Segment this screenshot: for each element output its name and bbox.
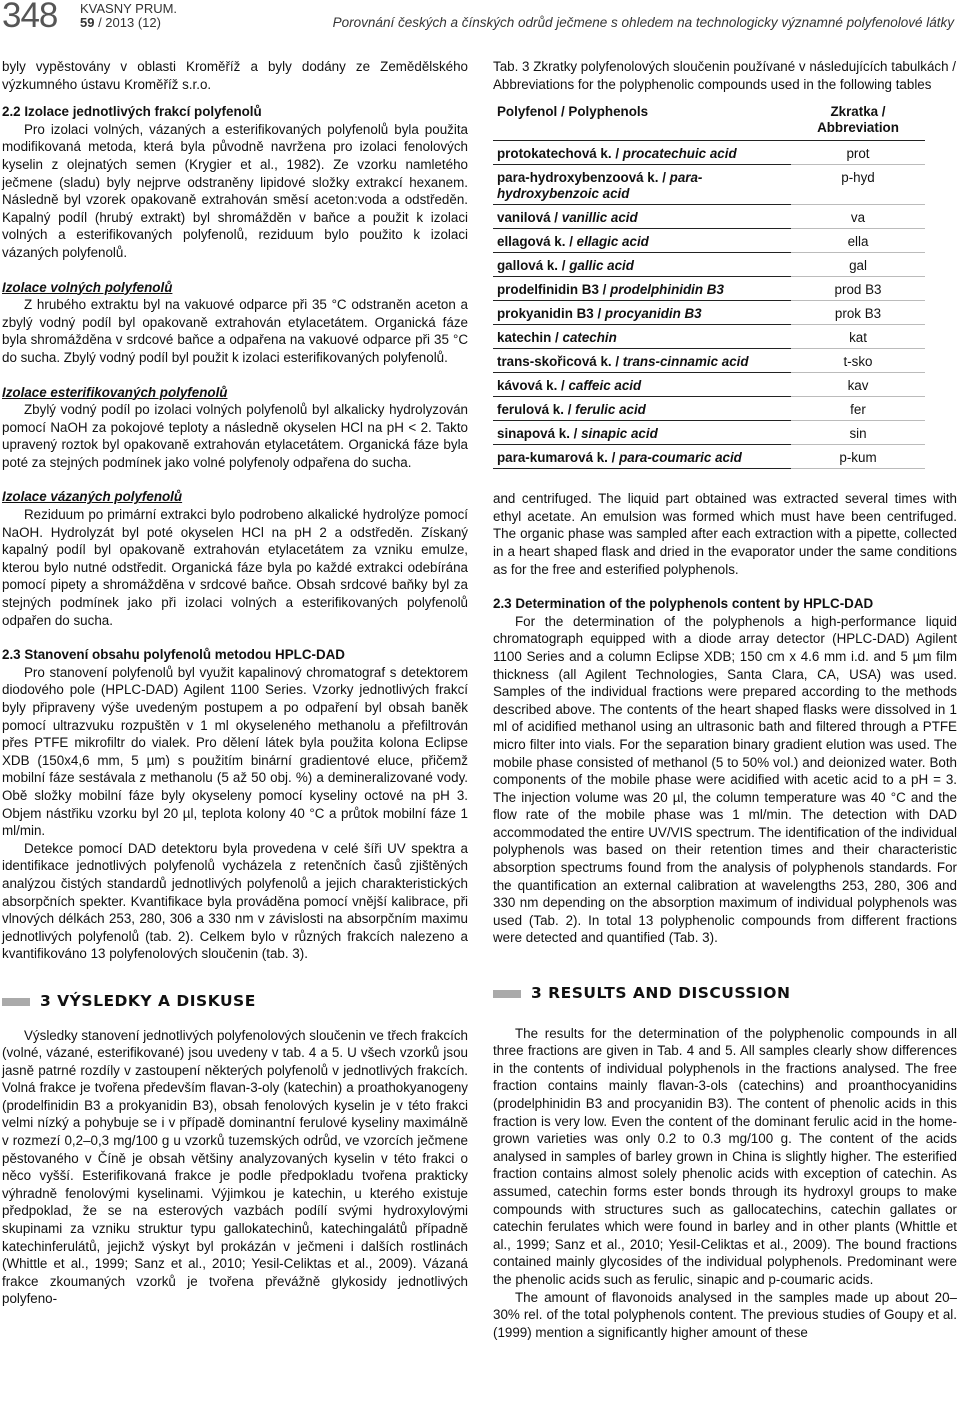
page-number: 348 [2,0,58,35]
compound-name-cell: sinapová k. / sinapic acid [493,424,791,445]
compound-name-cell: trans-skořicová k. / trans-cinnamic acid [493,352,791,373]
section-2-3-paragraph-1: Pro stanovení polyfenolů byl využit kapalinový chromatograf s detektorem diodového pole (HPLC-DAD) Agilent 1100 Series. Vzorky jednotlivých frakcí byly připraveny výše uvedeným postupem a po odpaření byl obsah baněk pomocí ultrazvuku rozpuštěn v 1 ml okyseleného methanolu a přefiltrován přes PTFE mikrofiltr do vialek. Pro dělení látek byla použita kolona Eclipse XDB (150x4,6 mm, 5 µm) s použitím binární gradientové eluce, přičemž mobilní fáze sestávala z methanolu (5 až 50 obj. %) a demineralizované vody. Obě složky mobilní fáze byly okyseleny pomocí kyseliny octové na pH 3. Objem nástřiku vzorku byl 20 µl, teplota kolony 40 °C a průtok mobilní fáze 1 ml/min. [2,664,468,839]
abbreviation-cell: prok B3 [791,304,925,325]
table-row [493,400,925,421]
abbreviation-cell: kat [791,328,925,349]
compound-name-cell: prodelfinidin B3 / prodelphinidin B3 [493,280,791,301]
compound-name-cell: prokyanidin B3 / procyanidin B3 [493,304,791,325]
compound-name-cell: para-kumarová k. / para-coumaric acid [493,448,791,469]
table-row [493,448,925,469]
compound-name-cell: ferulová k. / ferulic acid [493,400,791,421]
table-header-row [493,102,925,141]
table-row [493,208,925,229]
intro-paragraph: byly vypěstovány v oblasti Kroměříž a byly dodány ze Zemědělského výzkumného ústavu Kroměříž s.r.o. [2,59,468,92]
section-2-2-heading: 2.2 Izolace jednotlivých frakcí polyfenolů [2,104,262,120]
abbreviation-cell: ella [791,232,925,253]
table-row [493,168,925,205]
table-row [493,328,925,349]
section-3-paragraph-en-2: The amount of flavonoids analysed in the samples made up about 20–30% rel. of the total polyphenols content. The previous studies of Goupy et al. (1999) mention a significantly higher amount of these [493,1289,957,1340]
continued-paragraph: and centrifuged. The liquid part obtained was extracted several times with ethyl acetate. An emulsion was formed which must have been centrifuged. The organic phase was sampled after each extraction with a pipette, collected in a heart shaped flask and dried in the evaporator under the same conditions as for the free and esterified polyphenols. [493,491,957,577]
compound-name-cell: katechin / catechin [493,328,791,349]
table-row [493,424,925,445]
abbreviation-cell: fer [791,400,925,421]
article-running-title: Porovnání českých a čínských odrůd ječmene s ohledem na technologicky významné polyfenolové látky [332,15,954,30]
table-row [493,376,925,397]
section-3-paragraph: Výsledky stanovení jednotlivých polyfenolových sloučenin ve třech frakcích (volné, vázané, esterifikované) jsou uvedeny v tab. 4 a 5. U všech vzorků jsou jasně patrné rozdíly v zastoupení některých polyfenolů v jednotlivých frakcích. Volná frakce je tvořena především flavan-3-oly (katechin) a proathokyanogeny (prodelfinidin B3 a prokyanidin B3), obsah fenolových kyselin je v této frakci velmi nízký a pohybuje se i v případě dominantní ferulové kyseliny maximálně v rozmezí 0,2–0,3 mg/100 g u vzorků tuzemských odrůd, ve vzorcích ječmene pěstovaného v Číně je obsah většiny analyzovaných kyselin v této frakci o něco vyšší. Esterifikovaná frakce je podle předpokladu tvořena prakticky výhradně fenolovými kyselinami. Výjimkou je katechin, u kterého existuje předpoklad, že se na esterových vazbách podílí svými hydroxylovými skupinami za vzniku struktur typu gallokatechinů, katechingalátů případně katechinferulátů, jejichž výskyt byl prokázán v ječmeni i dalších rostlinách (Whittle et al., 1999; Sanz et al., 2010; Yesil-Celiktas et al., 2009). Vázaná frakce zkoumaných vzorků je tvořena převážně glykosidy jednotlivých polyfeno- [2,1027,468,1307]
abbreviation-cell: p-hyd [791,168,925,205]
table-row [493,232,925,253]
table-header-polyphenol: Polyfenol / Polyphenols [493,102,791,141]
abbreviation-cell: va [791,208,925,229]
section-marker [493,990,521,998]
table-row [493,304,925,325]
table-caption: Tab. 3 Zkratky polyfenolových sloučenin používané v následujících tabulkách / Abbreviations for the polyphenolic compounds used in the following tables [493,59,956,92]
bound-polyphenols-heading: Izolace vázaných polyfenolů [2,489,183,505]
section-2-3-heading: 2.3 Stanovení obsahu polyfenolů metodou HPLC-DAD [2,647,345,663]
left-column [2,58,468,1308]
section-3-paragraph-en-1: The results for the determination of the polyphenolic compounds in all three fractions are given in Tab. 4 and 5. All samples clearly show differences in the contents of individual polyphenols in the fractions analysed. The free fraction contains mainly flavan-3-ols (catechins) and proanthocyanidins (prodelphinidin B3 and procyanidin B3). The content of phenolic acids in this fraction is very low. Even the content of the dominant ferulic acid in the home-grown varieties was only 0.2 to 0.3 mg/100 g. The content of the acids analysed in samples of barley grown in China is slightly higher. The esterified fraction contains almost solely phenolic acids with exception of catechin. As assumed, catechin forms ester bonds through its hydroxyl groups to make compounds with structures such as gallocatechins, catechin gallates or catechin ferulates which were found in barley and in other plants (Whittle et al., 1999; Sanz et al., 2010; Yesil-Celiktas et al., 2009). The bound fractions contained mainly glycosides of the individual polyphenols. Predominant were the phenolic acids such as ferulic, sinapic and p-coumaric acids. [493,1025,957,1287]
abbreviation-cell: prod B3 [791,280,925,301]
compound-name-cell: kávová k. / caffeic acid [493,376,791,397]
section-3-heading-en: 3 RESULTS AND DISCUSSION [493,985,957,1003]
esterified-polyphenols-heading: Izolace esterifikovaných polyfenolů [2,384,228,400]
abbreviations-table [493,99,925,472]
section-3-heading: 3 VÝSLEDKY A DISKUSE [2,993,468,1011]
journal-info [80,2,177,30]
free-polyphenols-paragraph: Z hrubého extraktu byl na vakuové odparce při 35 °C odstraněn aceton a zbylý vodný podíl byl opakovaně extrahován etylacetátem. Organická fáze byla shromážděna v srdcové baňce a odpařena na vakuové odparce při 35 °C do sucha. Zbylý vodný podíl byl použit k izolaci esterifikovaných polyfenolů. [2,297,468,365]
table-header-abbreviation: Zkratka / Abbreviation [791,102,925,141]
journal-issue: 59 / 2013 (12) [80,15,161,30]
abbreviation-cell: prot [791,144,925,165]
bound-polyphenols-paragraph: Reziduum po primární extrakci bylo podrobeno alkalické hydrolýze pomocí NaOH. Hydrolyzát byl poté okyselen HCl na pH 2 a odstředěn. Získaný kapalný podíl byl opakovaně extrahován etylacetátem za vzniku emulze, kterou bylo nutné odstředit. Organická fáze byla po každé extrakci odebírána pomocí pipety a shromážděna v srdcové baňce. Obsah srdcové baňky byl za stejných podmínek jako při izolaci volných a esterifikovaných polyfenolů odpařen do sucha. [2,507,468,628]
right-column [493,58,957,1341]
abbreviation-cell: t-sko [791,352,925,373]
section-marker [2,998,30,1006]
abbreviation-cell: gal [791,256,925,277]
abbreviation-cell: p-kum [791,448,925,469]
compound-name-cell: gallová k. / gallic acid [493,256,791,277]
journal-name: KVASNY PRUM. [80,1,178,16]
table-row [493,352,925,373]
page-header [0,0,960,40]
compound-name-cell: para-hydroxybenzoová k. / para-hydroxybenzoic acid [493,168,791,205]
section-2-3-heading-en: 2.3 Determination of the polyphenols content by HPLC-DAD [493,596,874,612]
abbreviation-cell: kav [791,376,925,397]
compound-name-cell: ellagová k. / ellagic acid [493,232,791,253]
table-row [493,280,925,301]
free-polyphenols-heading: Izolace volných polyfenolů [2,279,173,295]
abbreviation-cell: sin [791,424,925,445]
compound-name-cell: protokatechová k. / procatechuic acid [493,144,791,165]
section-2-2-paragraph: Pro izolaci volných, vázaných a esterifikovaných polyfenolů byla použita modifikovaná metoda, která byla původně navržena pro izolaci fenolových kyselin z olejnatých semen (Krygier et al., 1982). Ze vzorku namletého ječmene (sladu) byly nejprve odstraněny lipidové složky extrakcí hexanem. Následně byl vzorek opakovaně extrahován směsí aceton:voda a odstředěn. Kapalný podíl (hrubý extrakt) byl shromážděn v baňce a použit k izolaci volných a esterifikovaných polyfenolů, reziduum bylo použito k izolaci vázaných polyfenolů. [2,121,468,260]
table-row [493,144,925,165]
section-2-3-paragraph-2: Detekce pomocí DAD detektoru byla provedena v celé šíři UV spektra a identifikace jednotlivých polyfenolů vycházela z retenčních časů zjištěných analýzou čistých standardů jednotlivých polyfenolů a jejich charakteristických absorpčních spekter. Kvantifikace byla prováděna pomocí vnější kalibrace, při vlnových délkách 253, 280, 306 a 330 nm v závislosti na absorpčním maximu jednotlivých polyfenolů (tab. 2). Celkem bylo v různých frakcích nalezeno a kvantifikováno 13 polyfenolových sloučenin (tab. 3). [2,840,468,962]
table-row [493,256,925,277]
compound-name-cell: vanilová / vanillic acid [493,208,791,229]
esterified-polyphenols-paragraph: Zbylý vodný podíl po izolaci volných polyfenolů byl alkalicky hydrolyzován pomocí NaOH za pokojové teploty a následně okyselen HCl na pH < 2. Takto upravený roztok byl opakovaně extrahován etylacetátem. Organická fáze byla poté za stejných podmínek jako volné polyfenoly odpařena do sucha. [2,402,468,470]
section-2-3-paragraph-en: For the determination of the polyphenols a high-performance liquid chromatograph equipped with a diode array detector (HPLC-DAD) Agilent 1100 Series and a column Eclipse XDB; 150 cm x 4.6 mm i.d. and 5 µm film thickness (all Agilent Technologies, Santa Clara, CA, USA) was used. Samples of the individual fractions were prepared according to the methods described above. The contents of the heart shaped flasks were dissolved in 1 ml of acidified methanol using an ultrasonic bath and filtered through a PTFE micro filter into vials. For the separation binary gradient elution was used. The mobile phase consisted of methanol (5 to 50% vol.) and deionized water. Both components of the mobile phase were acidified with acetic acid to a pH = 3. The injection volume was 20 µl, the column temperature was 40 °C and the flow rate of the mobile phase was 1 ml/min. The detection with DAD accommodated the entire UV/VIS spectrum. The identification of the individual polyphenols was based on their retention times and their characteristic absorption spectrums found from the analysis of polyphenols standards. For the quantification an external calibration at wavelengths 253, 280, 306 and 330 nm depending on the absorption maximum of individual polyphenols was used (Tab. 2). In total 13 polyphenolic compounds from different fractions were detected and quantified (Tab. 3). [493,613,957,946]
